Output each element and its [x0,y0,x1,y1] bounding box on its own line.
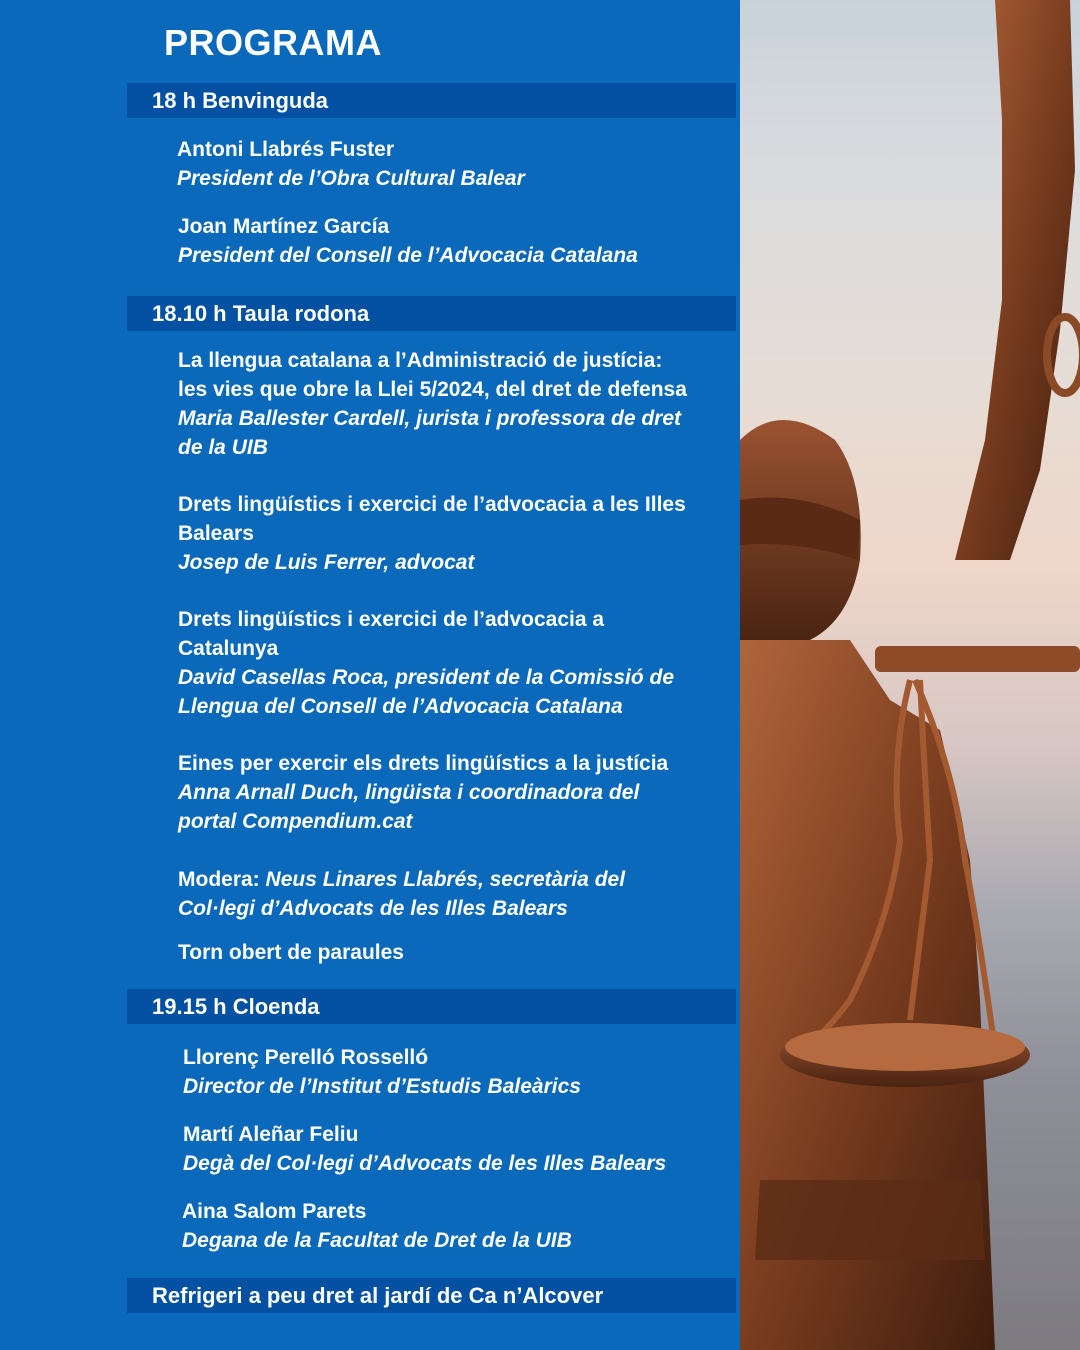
talk-topic-line: Balears [178,522,254,545]
moderator-line [178,865,625,894]
speaker-name: Antoni Llabrés Fuster [177,138,395,161]
talk-topic-line: Eines per exercir els drets lingüístics a la justícia [178,752,669,775]
moderator-affiliation: Col·legi d’Advocats de les Illes Balears [178,897,568,920]
talk-speaker-line: David Casellas Roca, president de la Comissió de [178,666,675,689]
open-floor: Torn obert de paraules [178,941,404,964]
speaker-name: Llorenç Perelló Rosselló [183,1046,429,1069]
speaker-name: Aina Salom Parets [182,1200,367,1223]
speaker-block [178,212,638,270]
section-bar-round-table [127,296,736,331]
talk-speaker-line: Maria Ballester Cardell, jurista i professora de dret [178,407,682,430]
section-heading-round-table: 18.10 h Taula rodona [152,301,370,326]
moderator-block [178,865,625,923]
page-title: PROGRAMA [164,22,382,63]
talk-topic-line: les vies que obre la Llei 5/2024, del dret de defensa [178,378,687,401]
moderator-label: Modera: [178,868,260,891]
talk-speaker-line: de la UIB [178,436,268,459]
speaker-role: Degana de la Facultat de Dret de la UIB [182,1229,572,1252]
talk-block [178,749,668,836]
section-bar-reception [127,1278,736,1313]
talk-block [178,490,686,577]
talk-topic-line: La llengua catalana a l’Administració de justícia: [178,349,663,372]
speaker-role: Director de l’Institut d’Estudis Baleàrics [183,1075,581,1098]
speaker-name: Martí Aleñar Feliu [183,1123,359,1146]
talk-topic-line: Drets lingüístics i exercici de l’advocacia a les Illes [178,493,686,516]
section-heading-welcome: 18 h Benvinguda [152,88,329,113]
speaker-role: President del Consell de l’Advocacia Catalana [178,244,638,267]
talk-speaker-line: Llengua del Consell de l’Advocacia Catalana [178,695,623,718]
talk-topic-line: Drets lingüístics i exercici de l’advocacia a [178,608,605,631]
talk-block [178,605,674,721]
speaker-name: Joan Martínez García [178,215,390,238]
moderator-name: Neus Linares Llabrés, secretària del [265,868,626,891]
talk-speaker-line: Anna Arnall Duch, lingüista i coordinadora del [178,781,640,804]
speaker-block [183,1120,666,1178]
speaker-block [182,1197,572,1255]
talk-speaker-line: portal Compendium.cat [178,810,413,833]
reception-text: Refrigeri a peu dret al jardí de Ca n’Alcover [152,1283,604,1308]
speaker-block [183,1043,581,1101]
section-bar-closing [127,989,736,1024]
speaker-block [177,135,525,193]
section-bar-welcome [127,83,736,118]
speaker-role: President de l’Obra Cultural Balear [177,167,525,190]
justice-statue-photo [740,0,1080,1350]
justice-statue-illustration [740,0,1080,1350]
speaker-role: Degà del Col·legi d’Advocats de les Illes Balears [183,1152,667,1175]
talk-topic-line: Catalunya [178,637,279,660]
section-heading-closing: 19.15 h Cloenda [152,994,320,1019]
talk-speaker-line: Josep de Luis Ferrer, advocat [178,551,475,574]
talk-block [178,346,687,462]
